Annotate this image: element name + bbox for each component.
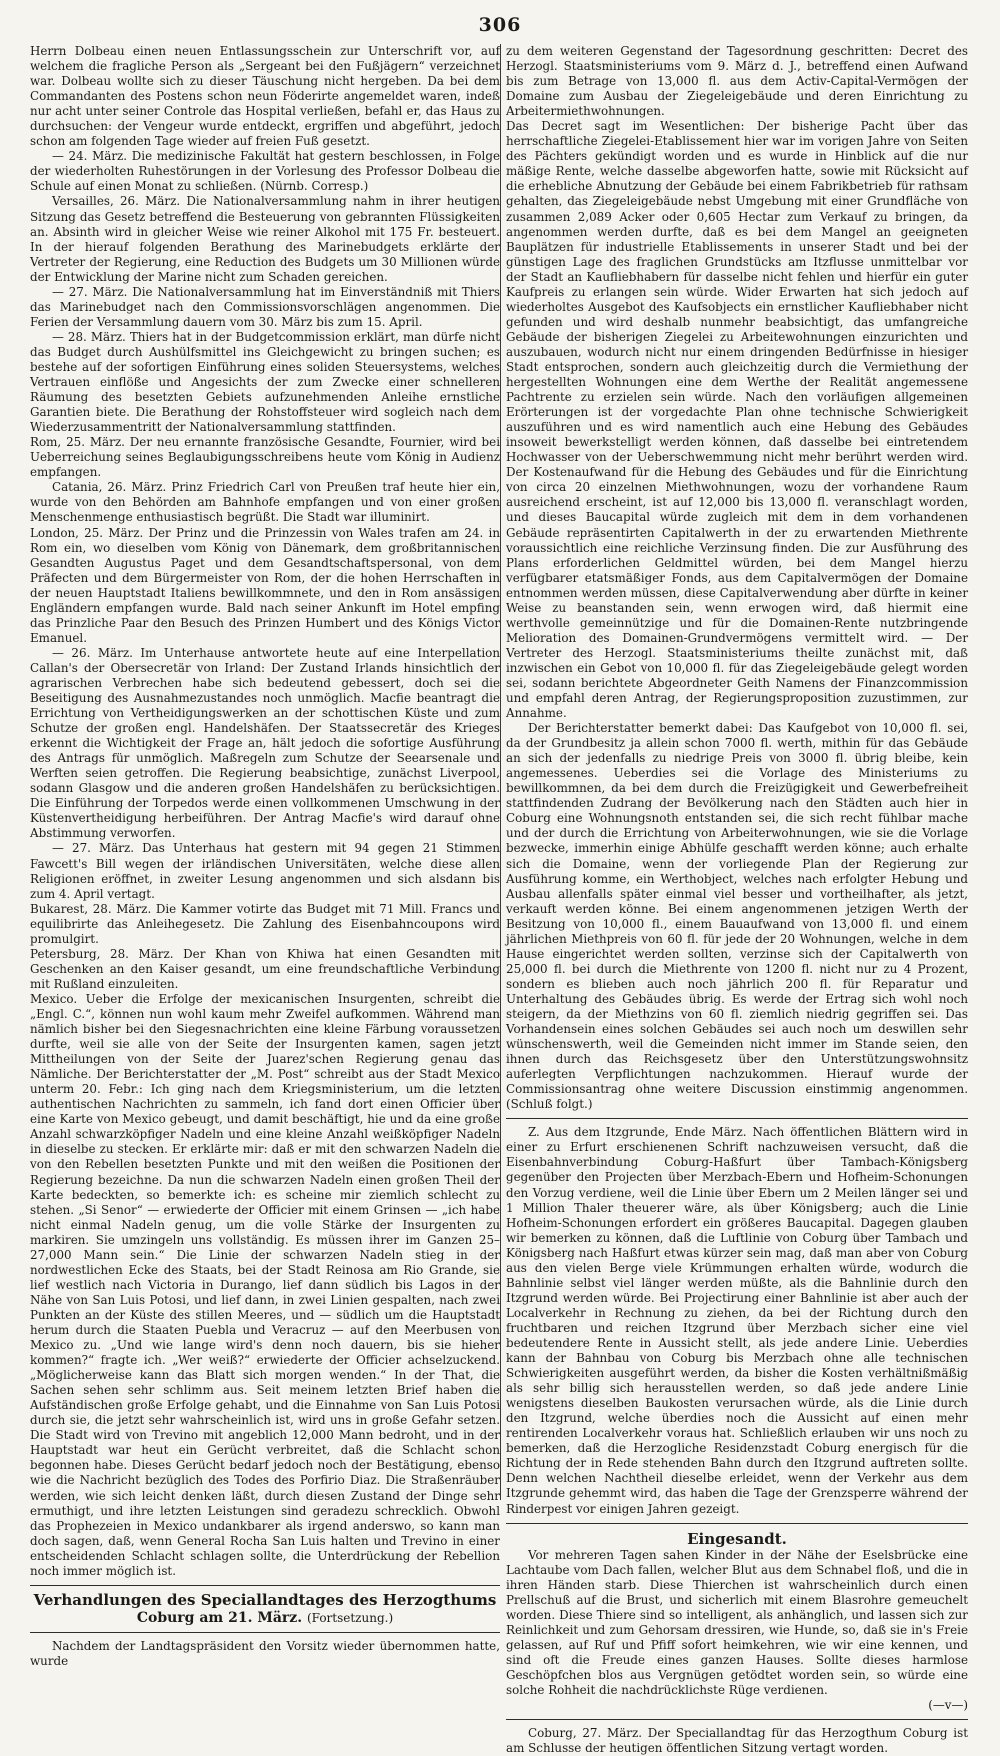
article-paragraph: — 27. März. Das Unterhaus hat gestern mit 94 gegen 21 Stimmen Fawcett's Bill wegen der irländischen Universitäten, welche diese allen Religionen eröffnet, in zweiter Lesung angenommen und sich alsdann bis zum 4. April vertagt.	[30, 841, 500, 901]
page-number: 306	[478, 14, 522, 36]
article-paragraph: zu dem weiteren Gegenstand der Tagesordnung geschritten: Decret des Herzogl. Staatsministeriums vom 9. März d. J., betreffend einen Aufwand bis zum Betrage von 13,000 fl. aus dem Activ-Capital-Vermögen der Domaine zum Ausbau der Ziegeleigebäude und deren Einrichtung zu Arbeitermiethwohnungen.	[506, 44, 968, 119]
section-title: Verhandlungen des Speciallandtages des Herzogthums	[33, 1590, 497, 1609]
article-paragraph: Rom, 25. März. Der neu ernannte französische Gesandte, Fournier, wird bei Ueberreichung seines Beglaubigungsschreibens heute vom König in Audienz empfangen.	[30, 435, 500, 480]
eingesandt-title: Eingesandt.	[687, 1529, 787, 1548]
article-paragraph: Bukarest, 28. März. Die Kammer votirte das Budget mit 71 Mill. Francs und equilibrirte das Anleihegesetz. Die Zahlung des Eisenbahncoupons wird promulgirt.	[30, 901, 500, 946]
article-paragraph: — 28. März. Thiers hat in der Budgetcommission erklärt, man dürfe nicht das Budget durch Aushülfsmittel ins Gleichgewicht zu bringen suchen; es bestehe auf der sofortigen Einführung eines soliden Steuersystems, welches Vertrauen einflöße und Angesichts der zum Zwecke einer schnelleren Räumung des besetzten Gebiets aufzunehmenden Anleihe ernstliche Garantien biete. Die Berathung der Rohstoffsteuer wird sogleich nach dem Wiederzusammentritt der Nationalversammlung stattfinden.	[30, 329, 500, 435]
left-column	[30, 44, 500, 1668]
section-subtitle: (Fortsetzung.)	[306, 1610, 394, 1625]
article-paragraph: Mexico. Ueber die Erfolge der mexicanischen Insurgenten, schreibt die „Engl. C.“, können nun wohl kaum mehr Zweifel aufkommen. Während man nämlich bisher bei den Siegesnachrichten eine kleine Färbung voraussetzen durfte, weil sie alle von der Seite der Insurgenten kamen, sagen jetzt Mittheilungen von der Seite der Juarez'schen Regierung genau das Nämliche. Der Berichterstatter der „M. Post“ schreibt aus der Stadt Mexico unterm 20. Febr.: Ich ging nach dem Kriegsministerium, um die letzten authentischen Nachrichten zu sammeln, ich fand dort einen Officier über eine Karte von Mexico gebeugt, und damit beschäftigt, hie und da eine große Anzahl schwarzköpfiger Nadeln und eine kleine Anzahl weißköpfiger Nadeln in dieselbe zu stecken. Er erklärte mir: daß er mit den schwarzen Nadeln die von den Rebellen besetzten Punkte und mit den weißen die Positionen der Regierung bezeichne. Da nun die schwarzen Nadeln einen großen Theil der Karte bedeckten, so bemerkte ich: es scheine mir ziemlich schlecht zu stehen. „Si Senor“ — erwiederte der Officier mit einem Grinsen — „ich habe nicht einmal Nadeln genug, um die volle Stärke der Insurgenten zu markiren. Sie umzingeln uns vollständig. Es müssen ihrer im Ganzen 25–27,000 Mann sein.“ Die Linie der schwarzen Nadeln stieg in der nordwestlichen Ecke des Staats, bei der Stadt Reinosa am Rio Grande, sie lief westlich nach Victoria in Durango, lief dann südlich bis Lagos in der Nähe von San Luis Potosi, und lief dann, in zwei Linien gespalten, nach zwei Punkten an der Küste des stillen Meeres, und — südlich um die Hauptstadt herum durch die Staaten Puebla und Veracruz — auf den Meerbusen von Mexico zu. „Und wie lange wird's denn noch dauern, bis sie hieher kommen?“ fragte ich. „Wer weiß?“ erwiederte der Officier achselzuckend. „Möglicherweise kann das Blatt sich morgen wenden.“ In der That, die Sachen sehen sehr schlimm aus. Seit meinem letzten Brief haben die Aufständischen große Erfolge gehabt, und die Einnahme von San Luis Potosi durch sie, die jetzt sehr wahrscheinlich ist, wird uns in große Gefahr setzen. Die Stadt wird von Trevino mit angeblich 12,000 Mann bedroht, und in der Hauptstadt war heut ein Gerücht verbreitet, daß die Schlacht schon begonnen habe. Dieses Gerücht bedarf jedoch noch der Bestätigung, ebenso wie die Nachricht bezüglich des Todes des Porfirio Diaz. Die Straßenräuber werden, wie sich leicht denken läßt, durch diesen Zustand der Dinge sehr ermuthigt, und ihre letzten Leistungen sind geradezu schrecklich. Obwohl das Prophezeien in Mexico undankbarer als irgend anderswo, so kann man doch sagen, daß, wenn General Rocha San Luis halten und Trevino in einer entscheidenden Schlacht schlagen sollte, die Unterdrückung der Rebellion noch immer möglich ist.	[30, 991, 500, 1578]
article-paragraph: London, 25. März. Der Prinz und die Prinzessin von Wales trafen am 24. in Rom ein, wo dieselben vom König von Dänemark, dem großbritannischen Gesandten Augustus Paget und dem Gesandtschaftspersonal, von dem Präfecten und dem Bürgermeister von Rom, der die hohen Herrschaften in der neuen Hauptstadt Italiens bewillkommnete, und den in Rom ansässigen Engländern empfangen wurde. Bald nach seiner Ankunft im Hotel empfing das Prinzliche Paar den Besuch des Prinzen Humbert und des Königs Victor Emanuel.	[30, 525, 500, 645]
article-paragraph: Der Berichterstatter bemerkt dabei: Das Kaufgebot von 10,000 fl. sei, da der Grundbesitz ja allein schon 7000 fl. werth, mithin für das Gebäude an sich der jedenfalls zu niedrige Preis von 3000 fl. übrig bleibe, kein angemessenes. Ueberdies sei die Vorlage des Ministeriums zu bewillkommnen, da bei dem durch die Freizügigkeit und Gewerbefreiheit stattfindenden Zudrang der Bevölkerung nach den Städten auch hier in Coburg eine Wohnungsnoth entstanden sei, die sich recht fühlbar mache und der durch die Errichtung von Arbeiterwohnungen, wie sie die Vorlage bezwecke, immerhin einige Abhülfe geschafft werden könne; auch erhalte sich die Domaine, wenn der vorliegende Plan der Regierung zur Ausführung komme, ein Werthobject, welches nach erfolgter Hebung und Ausbau allenfalls später einmal viel besser und vortheilhafter, als jetzt, verkauft werden könne. Bei einem angenommenen jetzigen Werth der Besitzung von 10,000 fl., einem Bauaufwand von 13,000 fl. und einem jährlichen Miethpreis von 60 fl. für jede der 20 Wohnungen, welche in dem Hause eingerichtet werden sollten, verzinse sich der Capitalwerth von 25,000 fl. bei durch die Miethrente von 1200 fl. nicht nur zu 4 Prozent, sondern es blieben auch noch jährlich 200 fl. für Reparatur und Unterhaltung des Gebäudes übrig. Es werde der Ertrag sich wohl noch steigern, da der Miethzins von 60 fl. ziemlich niedrig gegriffen sei. Das Vorhandensein eines solchen Gebäudes sei auch noch um deswillen sehr wünschenswerth, weil die Gemeinden nicht immer im Stande seien, den ihnen durch das Reichsgesetz über den Unterstützungswohnsitz auferlegten Verpflichtungen nachzukommen. Hierauf wurde der Commissionsantrag ohne weitere Discussion einstimmig angenommen. (Schluß folgt.)	[506, 721, 968, 1112]
article-paragraph: Petersburg, 28. März. Der Khan von Khiwa hat einen Gesandten mit Geschenken an den Kaiser gesandt, um eine freundschaftliche Verbindung mit Rußland einzuleiten.	[30, 946, 500, 991]
right-column	[506, 44, 968, 1756]
section-header-verhandlungen	[30, 1585, 500, 1633]
article-paragraph: — 24. März. Die medizinische Fakultät hat gestern beschlossen, in Folge der wiederholten Ruhestörungen in der Vorlesung des Professor Dolbeau die Schule auf einen Monat zu schließen. (Nürnb. Corresp.)	[30, 149, 500, 194]
article-paragraph: Coburg, 27. März. Der Speciallandtag für das Herzogthum Coburg ist am Schlusse der heutigen öffentlichen Sitzung vertagt worden.	[506, 1726, 968, 1756]
article-paragraph: — 26. März. Im Unterhause antwortete heute auf eine Interpellation Callan's der Obersecretär von Irland: Der Zustand Irlands hinsichtlich der agrarischen Verbrechen habe sich bedeutend gebessert, doch sei die Beseitigung des Ausnahmezustandes noch unmöglich. Macfie beantragt die Errichtung von Vertheidigungswerken an der schottischen Küste und zum Schutze der großen engl. Handelshäfen. Der Staatssecretär des Krieges erkennt die Wichtigkeit der Frage an, hält jedoch die sofortige Ausführung des Antrags für unmöglich. Maßregeln zum Schutze der Seearsenale und Werften seien getroffen. Die Regierung beabsichtige, zunächst Liverpool, sodann Glasgow und die anderen großen Handelshäfen zu berücksichtigen. Die Einführung der Torpedos werde einen vollkommenen Umschwung in der Küstenvertheidigung herbeiführen. Der Antrag Macfie's wird darauf ohne Abstimmung verworfen.	[30, 645, 500, 841]
section-title-line2: Coburg am 21. März. (Fortsetzung.)	[136, 1609, 394, 1626]
article-paragraph: Nachdem der Landtagspräsident den Vorsitz wieder übernommen hatte, wurde	[30, 1638, 500, 1668]
article-paragraph: Versailles, 26. März. Die Nationalversammlung nahm in ihrer heutigen Sitzung das Gesetz betreffend die Besteuerung von gebrannten Flüssigkeiten an. Absinth wird in gleicher Weise wie reiner Alkohol mit 175 Fr. besteuert. In der hierauf folgenden Berathung des Marinebudgets erklärte der Vertreter der Regierung, eine Reduction des Budgets um 30 Millionen würde der Entwicklung der Marine nicht zum Schaden gereichen.	[30, 194, 500, 284]
signature: (—v—)	[928, 1698, 968, 1713]
section-divider	[506, 1523, 968, 1524]
article-paragraph: — 27. März. Die Nationalversammlung hat im Einverständniß mit Thiers das Marinebudget nach den Commissionsvorschlägen angenommen. Die Ferien der Versammlung dauern vom 30. März bis zum 15. April.	[30, 284, 500, 329]
column-divider	[500, 44, 501, 1500]
section-divider	[506, 1719, 968, 1720]
article-paragraph: Catania, 26. März. Prinz Friedrich Carl von Preußen traf heute hier ein, wurde von den Behörden am Bahnhofe empfangen und von einer großen Menschenmenge enthusiastisch begrüßt. Die Stadt war illuminirt.	[30, 480, 500, 525]
article-paragraph: Vor mehreren Tagen sahen Kinder in der Nähe der Eselsbrücke eine Lachtaube vom Dach fallen, welcher Blut aus dem Schnabel floß, und die in ihren Händen starb. Diese Thierchen ist wahrscheinlich durch einen Prellschuß auf die Brust, und sicherlich mit einem Blasrohre gemeuchelt worden. Diese Thiere sind so intelligent, als anhänglich, und lassen sich zur Reinlichkeit und zum Gehorsam dressiren, wie Hunde, so, daß sie in's Freie gelassen, auf Ruf und Pfiff sofort heimkehren, wie wir eine kennen, und sind oft die Freude eines ganzen Hauses. Sollte dieses harmlose Geschöpfchen blos aus Vergnügen getödtet worden sein, so würde eine solche Rohheit die nachdrücklichste Rüge verdienen.	[506, 1547, 968, 1697]
article-paragraph: Herrn Dolbeau einen neuen Entlassungsschein zur Unterschrift vor, auf welchem die fragliche Person als „Sergeant bei den Fußjägern“ verzeichnet war. Dolbeau wollte sich zu dieser Täuschung nicht hergeben. Da bei dem Commandanten des Postens schon neun Föderirte angemeldet waren, indeß nur acht unter seiner Controle das Hospital verließen, befahl er, das Haus zu durchsuchen: der Vengeur wurde entdeckt, ergriffen und abgeführt, jedoch schon am folgenden Tage wieder auf freien Fuß gesetzt.	[30, 44, 500, 149]
section-divider	[506, 1118, 968, 1119]
article-paragraph: Z. Aus dem Itzgrunde, Ende März. Nach öffentlichen Blättern wird in einer zu Erfurt erschienenen Schrift nachzuweisen versucht, daß die Eisenbahnverbindung Coburg-Haßfurt über Tambach-Königsberg gegenüber den Projecten über Merzbach-Ebern und Hofheim-Schonungen den Vorzug verdiene, weil die Linie über Ebern um 2 Meilen länger sei und 1 Million Thaler theuerer wäre, als über Königsberg; auch die Linie Hofheim-Schonungen erfordert ein größeres Baucapital. Dagegen glauben wir bemerken zu können, daß die Luftlinie von Coburg über Tambach und Königsberg nach Haßfurt etwas kürzer sein mag, daß man aber von Coburg aus den vielen Berge viele Krümmungen erhalten würde, wodurch die Bahnlinie selbst viel länger werden müßte, als die Bahnlinie durch den Itzgrund werden würde. Bei Projectirung einer Bahnlinie ist aber auch der Localverkehr in Rechnung zu ziehen, da bei der Richtung durch den fruchtbaren und reichen Itzgrund über Merzbach sicher eine viel bedeutendere Rente in Aussicht stellt, als jede andere Linie. Ueberdies kann der Bahnbau von Coburg bis Merzbach ohne alle technischen Schwierigkeiten ausgeführt werden, da bisher die Kosten verhältnißmäßig als sehr billig sich herausstellen werden, so daß jede andere Linie wenigstens dieselben Baukosten verursachen würde, als die Linie durch den Itzgrund, welche überdies noch die Aussicht auf einen mehr rentirenden Localverkehr voraus hat. Schließlich erlauben wir uns noch zu bemerken, daß die Herzogliche Residenzstadt Coburg energisch für die Richtung der in Rede stehenden Bahn durch den Itzgrund auftreten sollte. Denn welchen Nachtheil dieselbe erleidet, wenn der Verkehr aus dem Itzgrunde gehemmt wird, das haben die Tage der Grenzsperre während der Rinderpest vor einigen Jahren gezeigt.	[506, 1125, 968, 1516]
article-paragraph: Das Decret sagt im Wesentlichen: Der bisherige Pacht über das herrschaftliche Ziegelei-Etablissement hier war im vorigen Jahre von Seiten des Pächters gekündigt worden und es wurde in Hinblick auf die nur mäßige Rente, welche dasselbe abgeworfen hatte, sowie mit Rücksicht auf die erhebliche Abnutzung der Gebäude bei einem Fabrikbetrieb für rathsam gehalten, das Ziegeleigebäude nebst Umgebung mit einer Grundfläche von zusammen 2,089 Acker oder 0,605 Hectar zum Verkauf zu bringen, da angenommen werden durfte, daß es bei dem Mangel an geeigneten Bauplätzen für industrielle Etablissements in unserer Stadt und bei der günstigen Lage des fraglichen Grundstücks am Itzflusse unmittelbar vor der Stadt an Kaufliebhabern für dasselbe nicht fehlen und hierfür ein guter Kaufpreis zu erlangen sein würde. Wider Erwarten hat sich jedoch auf wiederholtes Ausgebot des Kaufsobjects ein ernstlicher Kaufliebhaber nicht gefunden und wird deshalb nunmehr beabsichtigt, das umfangreiche Gebäude der bisherigen Ziegelei zu Arbeitewohnungen einzurichten und auszubauen, wodurch nicht nur einem dringenden Bedürfnisse in hiesiger Stadt entsprochen, sondern auch gleichzeitig durch die Vermiethung der hergestellten Wohnungen eine dem Werthe der Realität angemessene Pachtrente zu erzielen sein würde. Nach den vorläufigen allgemeinen Erörterungen ist der vorgedachte Plan ohne technische Schwierigkeit auszuführen und es wird namentlich auch eine Hebung des Gebäudes insoweit bewerkstelligt werden können, daß dasselbe bei eintretendem Hochwasser von der Ueberschwemmung nicht mehr berührt werden wird. Der Kostenaufwand für die Hebung des Gebäudes und für die Einrichtung von circa 20 einzelnen Miethwohnungen, wozu der vorhandene Raum ausreichend erscheint, ist auf 12,000 bis 13,000 fl. veranschlagt worden, und dieses Baucapital würde zugleich mit dem in dem vorhandenen Gebäude repräsentirten Capitalwerth in der zu erwartenden Miethrente voraussichtlich eine reichliche Verzinsung finden. Die zur Ausführung des Plans erforderlichen Geldmittel würden, bei dem Mangel hierzu verfügbarer etatsmäßiger Fonds, aus dem Capitalvermögen der Domaine entnommen werden müssen, diese Capitalverwendung aber dürfte in keiner Weise zu beanstanden sein, wenn erwogen wird, daß hiermit eine werthvolle gemeinnützige und für die Domainen-Rente nutzbringende Melioration des Domainen-Grundvermögens vermittelt wird. — Der Vertreter des Herzogl. Staatsministeriums theilte zunächst mit, daß inzwischen ein Gebot von 10,000 fl. für das Ziegeleigebäude gelegt worden sei, sodann berichtete Abgeordneter Geith Namens der Finanzcommission und empfahl deren Antrag, der Regierungsproposition zuzustimmen, zur Annahme.	[506, 119, 968, 721]
